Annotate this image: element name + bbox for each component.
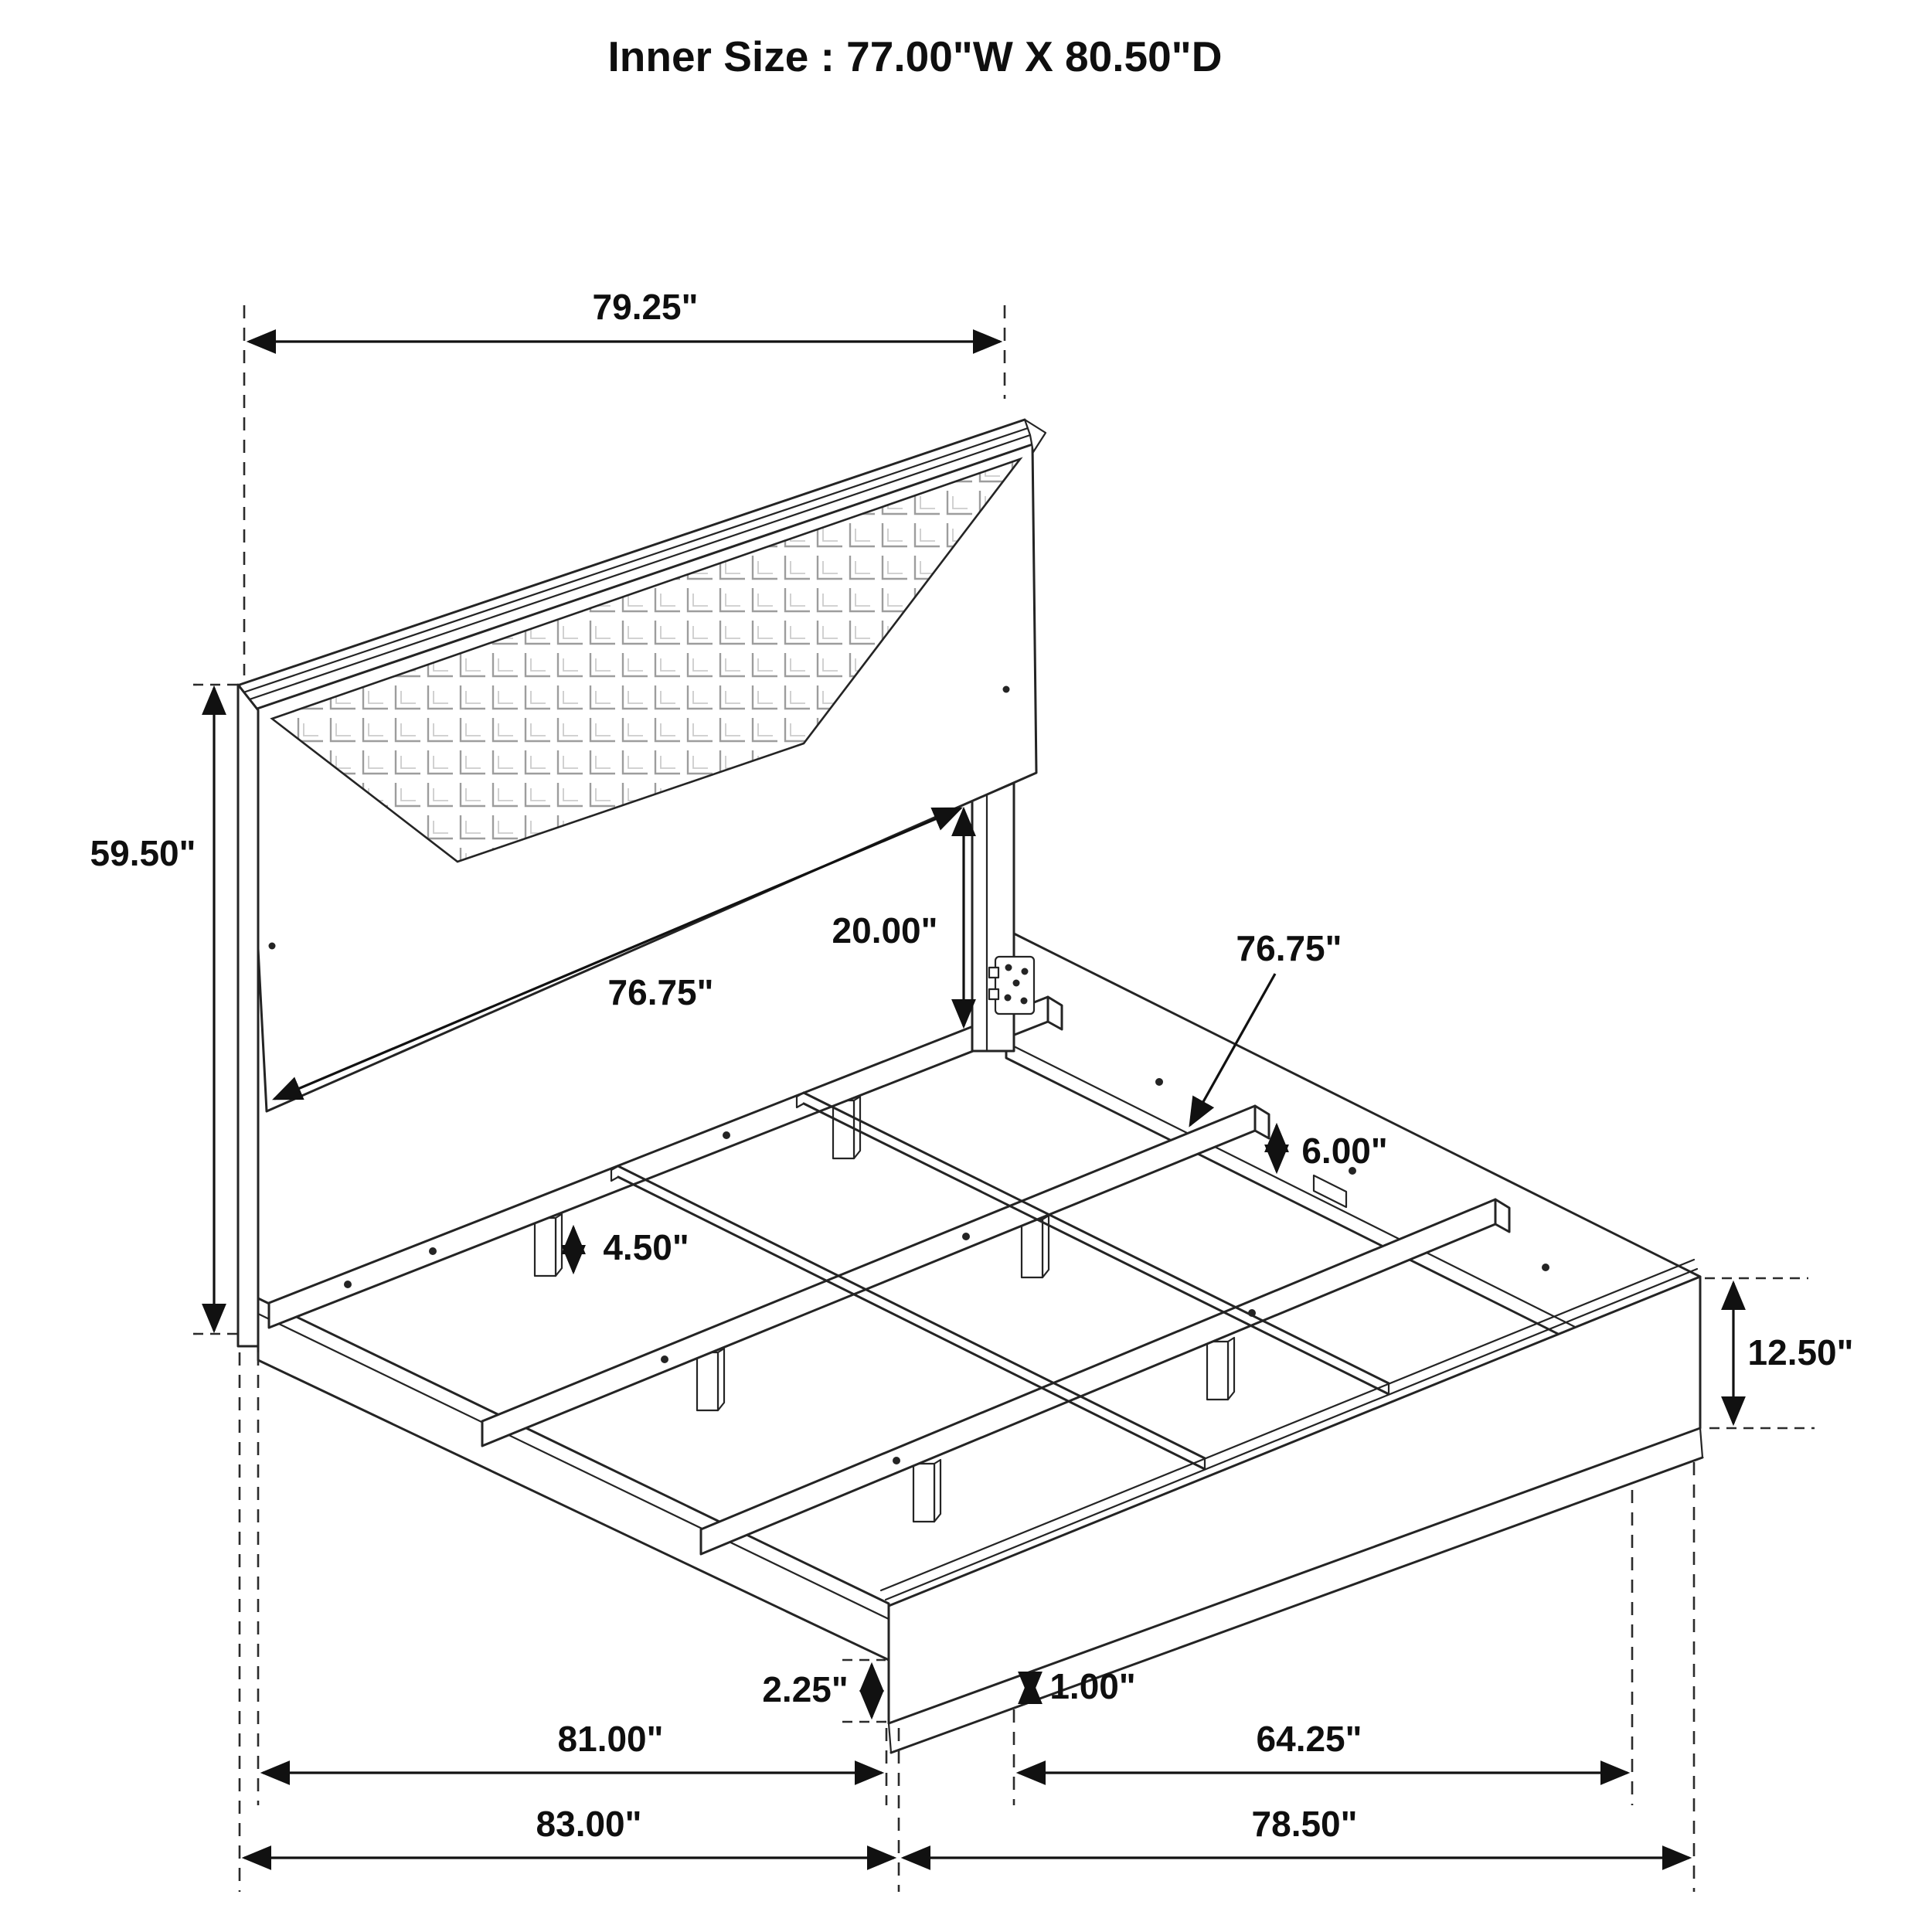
left-side-rail bbox=[258, 1298, 889, 1660]
support-leg bbox=[833, 1097, 860, 1158]
support-leg bbox=[535, 1214, 562, 1276]
page-title: Inner Size : 77.00"W X 80.50"D bbox=[607, 32, 1223, 80]
bed-headboard bbox=[238, 420, 1046, 1346]
headboard-left-post bbox=[238, 685, 258, 1346]
dim-headboard-inner-width-label: 76.75" bbox=[607, 972, 714, 1012]
dim-base-trim bbox=[1030, 1666, 1136, 1706]
dim-headboard-height bbox=[90, 685, 241, 1334]
center-rail bbox=[611, 1166, 1205, 1469]
dim-overall-length-label: 83.00" bbox=[536, 1804, 642, 1844]
screw-dot bbox=[1542, 1264, 1549, 1271]
dim-headboard-width-label: 79.25" bbox=[592, 287, 699, 327]
rail-bracket bbox=[989, 957, 1034, 1014]
dim-slat-length-label: 76.75" bbox=[1236, 928, 1342, 968]
headboard-right-post bbox=[972, 783, 1034, 1051]
dim-footboard-span bbox=[1019, 1719, 1628, 1773]
support-leg bbox=[913, 1460, 940, 1522]
dim-rail-to-footboard-bottom-label: 2.25" bbox=[762, 1669, 849, 1709]
dim-footboard-height bbox=[1705, 1278, 1853, 1428]
dim-overall-length bbox=[244, 1804, 894, 1858]
bed-footboard bbox=[881, 1260, 1702, 1753]
dim-inner-length bbox=[263, 1719, 882, 1773]
dim-rail-depth-label: 6.00" bbox=[1301, 1131, 1388, 1171]
screw-dot bbox=[269, 943, 276, 950]
dim-base-trim-label: 1.00" bbox=[1049, 1666, 1136, 1706]
dim-headboard-height-label: 59.50" bbox=[90, 833, 196, 873]
dim-footboard-span-label: 64.25" bbox=[1256, 1719, 1362, 1759]
screw-dot bbox=[1155, 1078, 1163, 1086]
screw-dot bbox=[1003, 686, 1010, 693]
dim-overall-depth bbox=[903, 1804, 1689, 1858]
dim-panel-to-slat-label: 20.00" bbox=[832, 910, 938, 951]
dim-overall-depth-label: 78.50" bbox=[1251, 1804, 1358, 1844]
dim-footboard-height-label: 12.50" bbox=[1747, 1332, 1854, 1372]
dim-leg-height-label: 4.50" bbox=[603, 1227, 689, 1267]
support-leg bbox=[1207, 1338, 1234, 1400]
dim-leg-height bbox=[573, 1227, 689, 1272]
dim-inner-length-label: 81.00" bbox=[557, 1719, 664, 1759]
dim-rail-to-footboard-bottom bbox=[762, 1660, 887, 1722]
